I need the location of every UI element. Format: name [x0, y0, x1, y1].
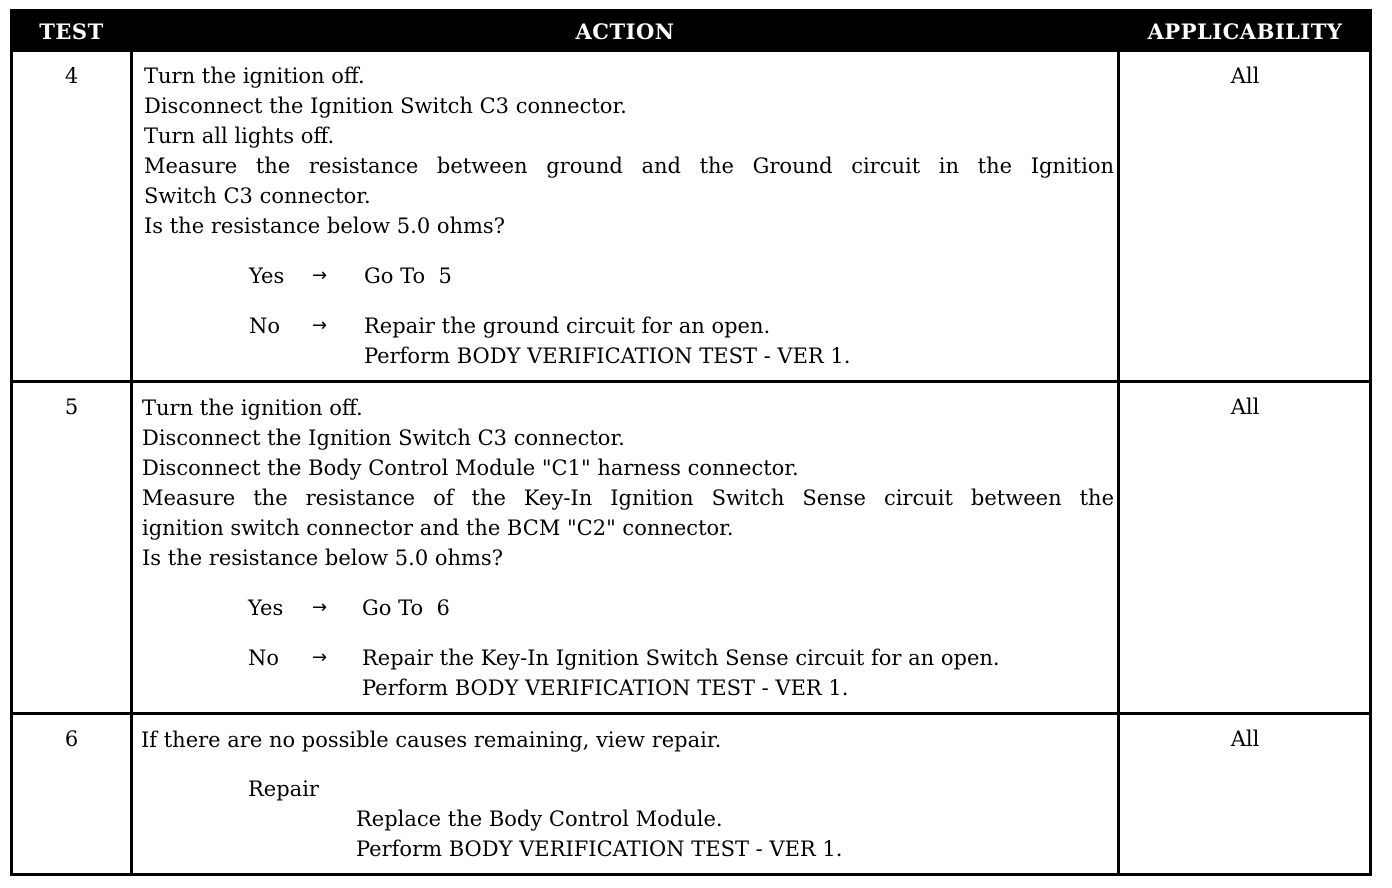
header-action: ACTION	[575, 19, 675, 44]
question-text: Is the resistance below 5.0 ohms?	[144, 214, 505, 238]
step-text: Disconnect the Ignition Switch C3 connector.	[142, 426, 625, 450]
step-text: Switch C3 connector.	[144, 184, 371, 208]
question-text: Is the resistance below 5.0 ohms?	[142, 546, 503, 570]
row-divider	[13, 380, 1369, 383]
column-divider	[130, 52, 133, 873]
test-number: 4	[64, 64, 79, 88]
arrow-icon: →	[312, 597, 328, 618]
arrow-icon: →	[312, 647, 328, 668]
yes-action: Go To 5	[364, 264, 452, 288]
no-label: No	[249, 314, 281, 338]
no-action: Perform BODY VERIFICATION TEST - VER 1.	[362, 676, 849, 700]
step-text: If there are no possible causes remaining, view repair.	[141, 728, 722, 752]
yes-action: Go To 6	[362, 596, 450, 620]
no-action: Perform BODY VERIFICATION TEST - VER 1.	[364, 344, 851, 368]
step-text: Turn the ignition off.	[142, 396, 363, 420]
procedure-table	[10, 9, 1372, 876]
no-action: Repair the Key-In Ignition Switch Sense circuit for an open.	[362, 646, 1000, 670]
step-text: Disconnect the Ignition Switch C3 connector.	[144, 94, 627, 118]
arrow-icon: →	[312, 265, 328, 286]
test-number: 5	[64, 395, 79, 419]
repair-action: Perform BODY VERIFICATION TEST - VER 1.	[356, 837, 843, 861]
step-text: Measure the resistance between ground and the Ground circuit in the Ignition	[144, 154, 1114, 178]
header-test: TEST	[39, 19, 104, 44]
applicability-value: All	[1230, 727, 1260, 751]
repair-action: Replace the Body Control Module.	[356, 807, 723, 831]
step-text: Measure the resistance of the Key-In Ignition Switch Sense circuit between the	[142, 486, 1114, 510]
no-label: No	[248, 646, 280, 670]
step-text: Disconnect the Body Control Module "C1" harness connector.	[142, 456, 799, 480]
no-action: Repair the ground circuit for an open.	[364, 314, 771, 338]
test-number: 6	[64, 727, 79, 751]
step-text: Turn the ignition off.	[144, 64, 365, 88]
yes-label: Yes	[248, 596, 284, 620]
step-text: Turn all lights off.	[144, 124, 335, 148]
applicability-value: All	[1230, 64, 1260, 88]
yes-label: Yes	[249, 264, 285, 288]
repair-label: Repair	[248, 777, 319, 801]
step-text: ignition switch connector and the BCM "C2" connector.	[142, 516, 734, 540]
table-header	[13, 12, 1369, 52]
row-divider	[13, 712, 1369, 715]
arrow-icon: →	[312, 315, 328, 336]
applicability-value: All	[1230, 395, 1260, 419]
header-applicability: APPLICABILITY	[1147, 19, 1343, 44]
